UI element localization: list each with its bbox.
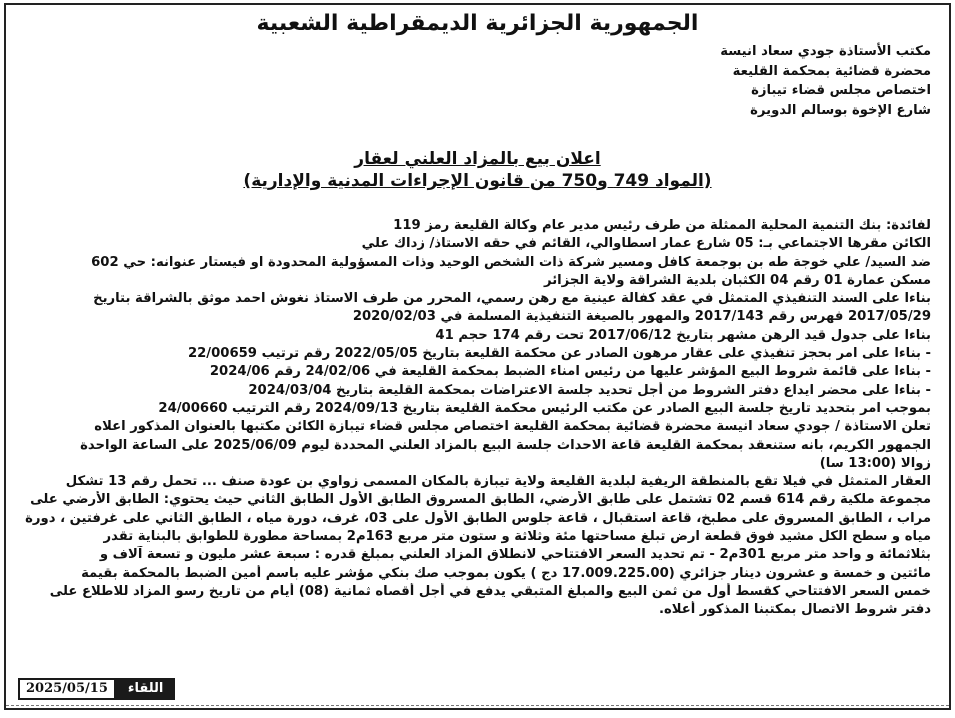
body-line: مياه و سطح الكل مشيد فوق قطعة ارض تبلغ مساحتها مئة وثلاثة و ستون متر مربع 163م2 بمساحة مطورة للطوابق بالبناية تقدر	[103, 529, 931, 545]
publication-label: اللقاء	[116, 678, 176, 700]
body-line: زوالا (13:00 سا)	[819, 455, 931, 471]
office-line: شارع الإخوة بوسالم الدويرة	[750, 102, 931, 118]
announcement-subtitle: (المواد 749 و750 من قانون الإجراءات المدنية والإدارية)	[243, 171, 712, 191]
body-line: لفائدة: بنك التنمية المحلية الممثلة من طرف رئيس مدير عام وكالة القليعة رمز 119	[393, 218, 931, 233]
body-line: ضد السيد/ علي خوجة طه بن بوجمعة كافل ومسير شركة ذات الشخص الوحيد وذات المسؤولية المحدودة او فيستار عنوانه: حي 602	[91, 254, 931, 270]
body-line: الجمهور الكريم، بانه ستنعقد بمحكمة القليعة قاعة الاحداث جلسة البيع بالمزاد العلني المحددة ليوم 2025/06/09 على الساعة الواحدة	[80, 437, 931, 453]
body-line: بموجب امر بتحديد تاريخ جلسة البيع الصادر عن مكتب الرئيس محكمة القليعة بتاريخ 2024/09/13 رقم الترتيب 24/00660	[158, 400, 931, 416]
footer-bar	[14, 678, 175, 700]
announcement-heading	[6, 148, 949, 192]
office-line: مكتب الأستاذة جودي سعاد انيسة	[720, 44, 931, 59]
office-line: اختصاص مجلس قضاء تيبازة	[751, 83, 931, 98]
body-line: - بناءا على قائمة شروط البيع المؤشر عليها من رئيس امناء الضبط بمحكمة القليعة في 24/02/06 رقم 2024/06	[209, 364, 931, 380]
publication-date: 2025/05/15	[18, 678, 116, 700]
body-line: بناءا على جدول قيد الرهن مشهر بتاريخ 2017/06/12 تحت رقم 174 حجم 41	[435, 327, 931, 343]
bottom-divider	[6, 705, 949, 706]
office-line: محضرة قضائية بمحكمة القليعة	[732, 63, 931, 79]
body-line: تعلن الاستاذة / جودي سعاد انيسة محضرة قضائية بمحكمة القليعة اختصاص مجلس قضاء تيبازة الكائن مكتبها بالعنوان المذكور اعلاه	[94, 419, 931, 435]
body-line: - بناءا على محضر ايداع دفتر الشروط من أجل تحديد جلسة الاعتراضات بمحكمة القليعة بتاريخ 2024/03/04	[248, 382, 931, 398]
notice-body	[14, 217, 931, 620]
announcement-title: اعلان بيع بالمزاد العلني لعقار	[354, 149, 601, 169]
body-line: العقار المتمثل في فيلا تقع بالمنطقة الريفية لبلدية القليعة ولاية تيبازة بالمكان المسمى زواوي بن عودة صنف ... تحمل رقم 13 تشكل	[65, 474, 931, 490]
body-line: مراب ، الطابق المسروق على مطبخ، قاعة استقبال ، قاعة جلوس الطابق الأول على 03، غرف، دورة مياه ، الطابق الثاني على غرفتين ، دورة	[25, 510, 931, 526]
legal-notice-page	[4, 3, 951, 710]
bailiff-office-block	[720, 42, 931, 120]
body-line: دفتر شروط الاتصال بمكتبنا المذكور أعلاه.	[658, 602, 931, 618]
body-line: 2017/05/29 فهرس رقم 2017/143 والمهور بالصيغة التنفيذية المسلمة في 2020/02/03	[352, 309, 931, 325]
republic-title: الجمهورية الجزائرية الديمقراطية الشعبية	[256, 11, 699, 36]
body-line: مجموعة ملكية رقم 614 قسم 02 تشتمل على طابق الأرضي، الطابق المسروق الطابق الأول الطابق الثاني حيث يحتوي: الطابق الأرضي على	[30, 492, 931, 508]
body-line: بناءا على السند التنفيذي المتمثل في عقد كفالة عينية مع رهن رسمي، المحرر من طرف الاستاذ نغوش احمد موثق بالشراقة بتاريخ	[93, 291, 931, 307]
body-line: - بناءا على امر بحجز تنفيذي على عقار مرهون الصادر عن محكمة القليعة بتاريخ 2022/05/05 رقم ترتيب 22/00659	[187, 346, 931, 362]
body-line: بثلاثمائة و واحد متر مربع 301م2 - تم تحديد السعر الافتتاحي لانطلاق المزاد العلني بمبلغ قدره : سبعة عشر مليون و تسعة آلاف و	[99, 547, 931, 563]
body-line: مسكن عمارة 01 رقم 04 الكثبان بلدية الشراقة ولاية الجزائر	[543, 272, 931, 288]
body-line: خمس السعر الافتتاحي كقسط أول من ثمن البيع والمبلغ المتبقي يدفع في أجل أقصاه ثمانية (08) أيام من تاريخ رسو المزاد للاطلاع على	[49, 583, 931, 599]
body-line: الكائن مقرها الاجتماعي بـ: 05 شارع عمار اسطاوالي، القائم في حقه الاستاذ/ زداك علي	[361, 236, 931, 252]
body-line: مائتين و خمسة و عشرون دينار جزائري (17.009.225.00 دج ) يكون بموجب صك بنكي مؤشر عليه باسم أمين الضبط بالمحكمة بقيمة	[81, 565, 931, 581]
